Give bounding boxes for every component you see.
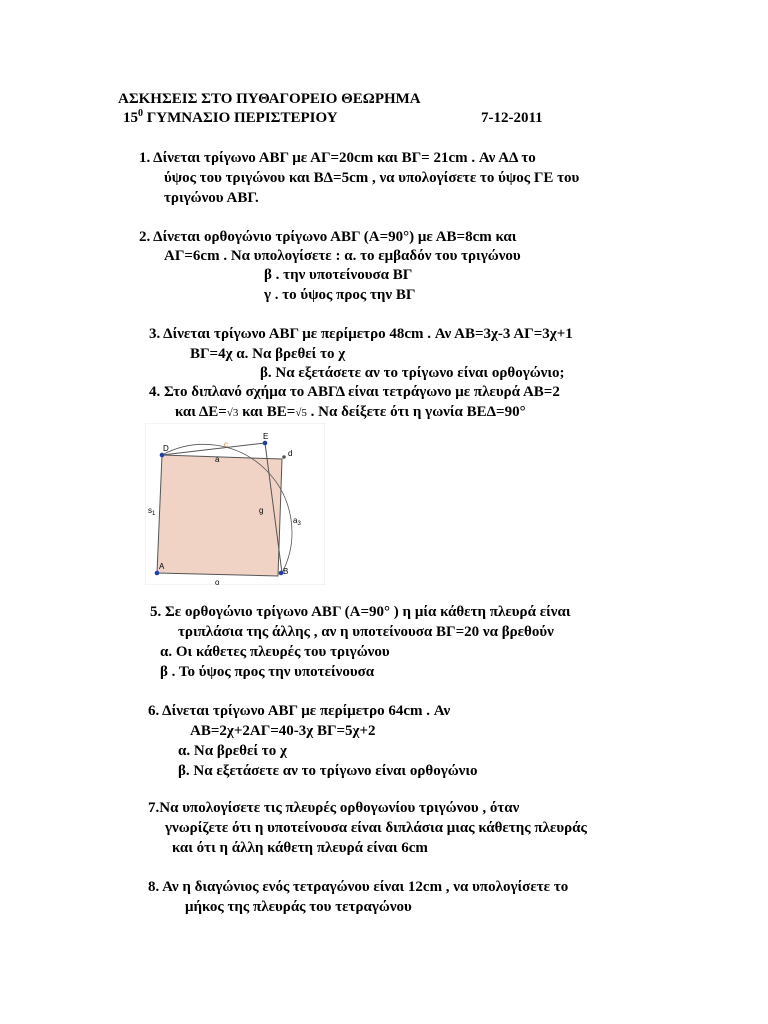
label-d-small: d [288, 449, 293, 458]
exercise-5-line-3: α. Οι κάθετες πλευρές του τριγώνου [160, 644, 390, 660]
label-e: E [263, 432, 269, 441]
exercise-7-line-3: και ότι η άλλη κάθετη πλευρά είναι 6cm [172, 840, 428, 856]
worksheet-title: ΑΣΚΗΣΕΙΣ ΣΤΟ ΠΥΘΑΓΟΡΕΙΟ ΘΕΩΡΗΜΑ [118, 91, 421, 107]
exercise-4-text-a: και ΔΕ= [175, 404, 227, 420]
exercise-6-line-4: β. Να εξετάσετε αν το τρίγωνο είναι ορθογώνιο [178, 763, 478, 779]
label-c: c [224, 440, 228, 449]
worksheet-date: 7-12-2011 [481, 110, 543, 126]
exercise-5-line-4: β . Το ύψος προς την υποτείνουσα [160, 664, 375, 680]
exercise-8-line-1: 8. Αν η διαγώνιος ενός τετραγώνου είναι 12cm , να υπολογίσετε το [148, 879, 569, 895]
exercise-3-line-2: ΒΓ=4χ α. Να βρεθεί το χ [190, 346, 346, 362]
school-line [123, 109, 338, 127]
exercise-5-line-1: 5. Σε ορθογώνιο τρίγωνο ΑΒΓ (Α=90° ) η μία κάθετη πλευρά είναι [150, 604, 571, 620]
label-g: g [259, 506, 264, 515]
label-a3-sub: 3 [297, 521, 301, 527]
point-a [155, 571, 160, 576]
exercise-2-line-3: β . την υποτείνουσα ΒΓ [264, 267, 413, 283]
exercise-6-line-1: 6. Δίνεται τρίγωνο ΑΒΓ με περίμετρο 64cm . Αν [148, 703, 451, 719]
exercise-5-line-2: τριπλάσια της άλλης , αν η υποτείνουσα ΒΓ=20 να βρεθούν [178, 624, 554, 640]
exercise-7-line-2: γνωρίζετε ότι η υποτείνουσα είναι διπλάσια μιας κάθετης πλευράς [165, 820, 587, 836]
exercise-4-text-c: . Να δείξετε ότι η γωνία ΒΕΔ=90° [306, 404, 526, 420]
label-a: A [159, 562, 165, 571]
exercise-1-line-2: ύψος του τριγώνου και ΒΔ=5cm , να υπολογίσετε το ύψος ΓΕ του [164, 170, 580, 186]
point-g [282, 455, 286, 459]
label-d: D [163, 444, 169, 453]
exercise-3-line-3: β. Να εξετάσετε αν το τρίγωνο είναι ορθογώνιο; [260, 365, 565, 381]
exercise-4-line-1: 4. Στο διπλανό σχήμα το ΑΒΓΔ είναι τετράγωνο με πλευρά ΑΒ=2 [149, 384, 560, 400]
exercise-8-line-2: μήκος της πλευράς του τετραγώνου [185, 899, 412, 915]
exercise-1-line-1: 1. Δίνεται τρίγωνο ΑΒΓ με ΑΓ=20cm και ΒΓ= 21cm . Αν ΑΔ το [139, 150, 536, 166]
label-a-side: a [215, 455, 220, 464]
exercise-2-line-4: γ . το ύψος προς την ΒΓ [264, 287, 416, 303]
label-o: o [215, 578, 220, 585]
label-s1-sub: 1 [152, 511, 156, 517]
sqrt-3: √3 [226, 407, 239, 419]
exercise-1-line-3: τριγώνου ΑΒΓ. [164, 190, 259, 206]
label-s1-main: s [148, 506, 152, 515]
exercise-2-line-2: ΑΓ=6cm . Να υπολογίσετε : α. το εμβαδόν του τριγώνου [164, 248, 521, 264]
point-d [160, 453, 165, 458]
exercise-2-line-1: 2. Δίνεται ορθογώνιο τρίγωνο ΑΒΓ (Α=90°) με ΑΒ=8cm και [139, 229, 517, 245]
exercise-6-line-2: ΑΒ=2χ+2ΑΓ=40-3χ ΒΓ=5χ+2 [190, 723, 376, 739]
exercise-7-line-1: 7.Να υπολογίσετε τις πλευρές ορθογωνίου τριγώνου , όταν [148, 800, 520, 816]
geometry-figure [145, 423, 325, 585]
school-number: 15 [123, 110, 138, 126]
exercise-3-line-1: 3. Δίνεται τρίγωνο ΑΒΓ με περίμετρο 48cm . Αν ΑΒ=3χ-3 ΑΓ=3χ+1 [149, 326, 573, 342]
exercise-4-text-b: και ΒΕ= [238, 404, 296, 420]
school-name: ΓΥΜΝΑΣΙΟ ΠΕΡΙΣΤΕΡΙΟΥ [143, 110, 338, 126]
sqrt-5: √5 [295, 407, 307, 419]
school-superscript: 0 [138, 108, 143, 119]
square-semicircle-diagram [145, 423, 325, 585]
label-a3-main: a [293, 516, 298, 525]
point-e [263, 441, 268, 446]
label-b: B [283, 567, 289, 576]
exercise-4-line-2 [175, 403, 526, 422]
exercise-6-line-3: α. Να βρεθεί το χ [178, 743, 287, 759]
square-abcd [157, 455, 282, 576]
